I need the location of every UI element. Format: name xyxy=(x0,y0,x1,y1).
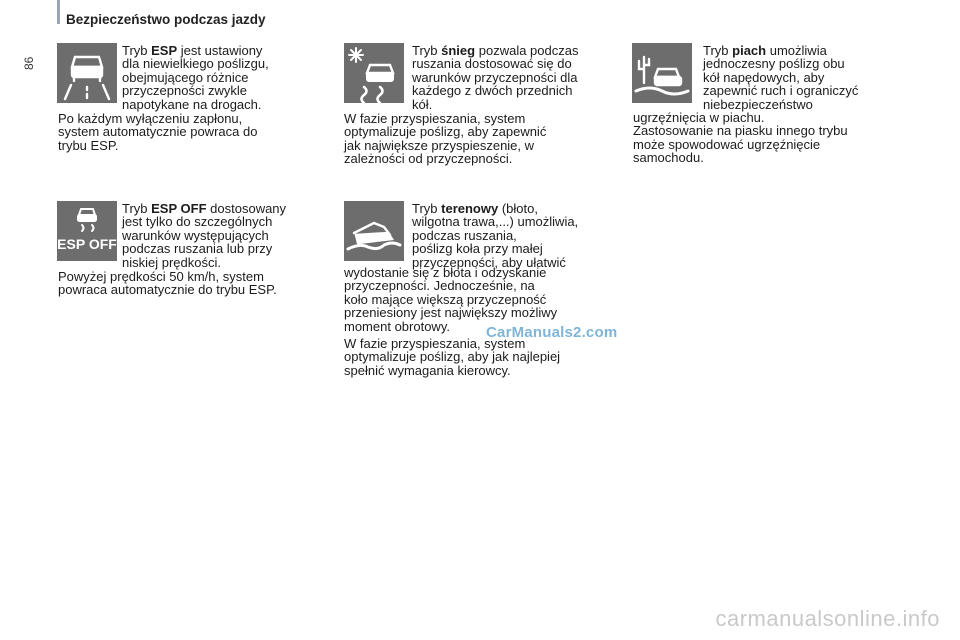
snow-mode-name: śnieg xyxy=(441,43,476,58)
esp-off-body: Powyżej prędkości 50 km/h, system powraca automatycznie do trybu ESP. xyxy=(58,269,277,298)
esp-mode-name: ESP xyxy=(151,43,178,58)
offroad-car-icon xyxy=(344,201,404,261)
sand-lines: Tryb piach umożliwia jednoczesny poślizg obu kół napędowych, aby zapewnić ruch i ograniczyć niebezpieczeństwo xyxy=(703,43,859,112)
section-header: Bezpieczeństwo podczas jazdy xyxy=(66,12,266,27)
car-skid-road-icon xyxy=(57,43,117,103)
esp-off-mode-name: ESP OFF xyxy=(151,201,207,216)
footer-watermark: carmanualsonline.info xyxy=(715,606,940,631)
esp-lines: Tryb ESP jest ustawiony dla niewielkiego poślizgu, obejmującego różnice przyczepności zwykle napotykane na drogach. xyxy=(122,43,269,112)
snow-body: W fazie przyspieszania, system optymalizuje poślizg, aby zapewnić jak największe przyspieszenie, w zależności od przyczepności. xyxy=(344,111,547,167)
offroad-lines: Tryb terenowy (błoto, wilgotna trawa,...) umożliwia, podczas ruszania, poślizg koła przy małej przyczepności, aby ułatwić xyxy=(412,201,579,270)
snow-car-icon xyxy=(344,43,404,103)
sand-body: ugrzęźnięcia w piachu. Zastosowanie na piasku innego trybu może spowodować ugrzęźnięcie samochodu. xyxy=(633,110,848,166)
esp-off-icon xyxy=(57,201,117,261)
offroad-body: wydostanie się z błota i odzyskanie przyczepności. Jednocześnie, na koło mające większą przyczepność przeniesiony jest największy możliwy moment obrotowy. xyxy=(344,265,558,334)
offroad-mode-name: terenowy xyxy=(441,201,499,216)
watermark-text: CarManuals2.com xyxy=(486,324,618,341)
sand-mode-name: piach xyxy=(732,43,767,58)
offroad-body-2: W fazie przyspieszania, system optymalizuje poślizg, aby jak najlepiej spełnić wymagania kierowcy. xyxy=(344,336,561,378)
snow-lines: Tryb śnieg pozwala podczas ruszania dostosować się do warunków przyczepności dla każdego z dwóch przednich kół. xyxy=(412,43,579,112)
esp-off-lines: Tryb ESP OFF dostosowany jest tylko do szczególnych warunków występujących podczas ruszania lub przy niskiej prędkości. xyxy=(122,201,287,270)
esp-off-icon-label: ESP OFF xyxy=(57,236,117,252)
side-accent-bar xyxy=(57,0,60,24)
page-number: 86 xyxy=(22,56,36,70)
sand-car-icon xyxy=(632,43,692,103)
esp-body: Po każdym wyłączeniu zapłonu, system automatycznie powraca do trybu ESP. xyxy=(58,111,258,153)
